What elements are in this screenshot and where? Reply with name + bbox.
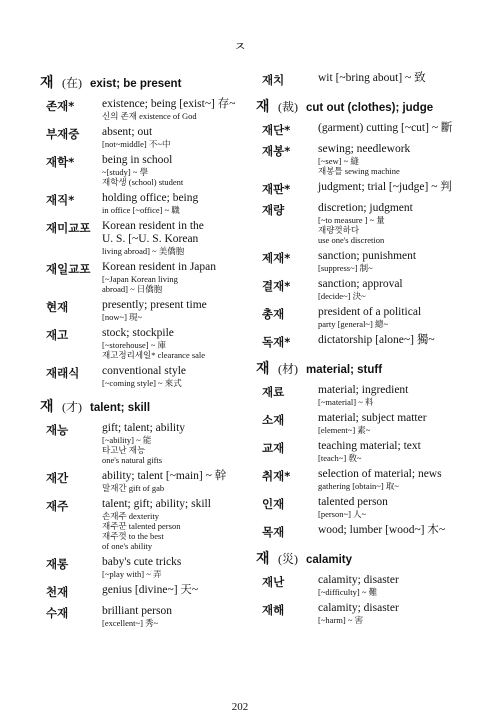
entry-annotation: ~[study] ~ 學 <box>102 167 149 177</box>
entry-annotation: abroad] ~ 日僑胞 <box>102 284 163 294</box>
entry-definition: material; subject matter <box>318 412 427 424</box>
entry-body <box>102 299 245 322</box>
dictionary-entry <box>256 278 456 301</box>
headword-syllable: 재 <box>256 551 270 567</box>
dictionary-entry <box>256 250 456 273</box>
entry-annotation: use one's discretion <box>318 235 385 245</box>
dictionary-entry <box>40 470 245 493</box>
headword-syllable: 재 <box>256 361 270 377</box>
entry-definition: calamity; disaster <box>318 574 399 586</box>
entry-term: 재롱 <box>46 557 69 571</box>
entry-body <box>318 602 456 625</box>
entry-body <box>318 250 456 273</box>
entry-body <box>102 605 245 628</box>
entry-term: 목재 <box>262 525 285 539</box>
entry-section <box>256 358 456 540</box>
entry-definition: Korean resident in the <box>102 220 204 232</box>
entry-term: 재간 <box>46 471 69 485</box>
hanja-character: (在) <box>62 76 82 90</box>
section-gloss: calamity <box>306 554 353 566</box>
hanja-character: (災) <box>278 552 298 566</box>
dictionary-entry <box>40 498 245 551</box>
dictionary-entry <box>40 299 245 322</box>
entry-term: 교재 <box>262 441 285 455</box>
entry-annotation: 말재간 gift of gab <box>102 483 165 493</box>
entry-definition: conventional style <box>102 365 186 377</box>
dictionary-entry <box>40 365 245 388</box>
entry-body <box>102 220 245 256</box>
entry-annotation: 타고난 재능 <box>102 445 146 455</box>
entry-definition: existence; being [exist~] 存~ <box>102 98 236 110</box>
entry-definition: discretion; judgment <box>318 202 413 214</box>
entry-definition: holding office; being <box>102 192 199 204</box>
entry-body <box>318 143 456 176</box>
entry-definition: genius [divine~] 天~ <box>102 584 199 596</box>
entry-definition: absent; out <box>102 126 153 138</box>
section-heading <box>256 358 456 378</box>
entry-body <box>318 384 456 407</box>
dictionary-entry <box>256 384 456 407</box>
entry-body <box>102 584 245 600</box>
dictionary-entry <box>256 334 456 350</box>
entry-term: 재해 <box>262 603 285 617</box>
entry-definition: talent; gift; ability; skill <box>102 498 211 510</box>
dictionary-entry <box>40 327 245 360</box>
section-gloss: exist; be present <box>90 78 182 90</box>
entry-body <box>102 98 245 121</box>
entry-term: 재주 <box>46 499 69 513</box>
entry-definition: material; ingredient <box>318 384 409 396</box>
entry-definition: sanction; punishment <box>318 250 417 262</box>
section-heading <box>256 548 456 568</box>
headword-syllable: 재 <box>256 99 270 115</box>
section-heading <box>256 96 456 116</box>
entry-body <box>102 261 245 294</box>
entry-section <box>256 96 456 350</box>
entry-term: 재일교포 <box>46 262 91 276</box>
entry-annotation: in office [~office] ~ 職 <box>102 205 180 215</box>
entry-annotation: 재봉틀 sewing machine <box>318 166 400 176</box>
right-column <box>256 72 456 633</box>
entry-annotation: 재량껏하다 <box>318 225 360 235</box>
entry-definition: teaching material; text <box>318 440 421 452</box>
dictionary-entry <box>256 143 456 176</box>
entry-term: 부재중 <box>46 127 80 141</box>
entry-annotation: [~coming style] ~ 來式 <box>102 378 182 388</box>
entry-definition: being in school <box>102 154 173 166</box>
entry-term: 재단* <box>262 123 291 137</box>
dictionary-entry <box>40 556 245 579</box>
left-column <box>40 72 245 636</box>
dictionary-entry <box>40 261 245 294</box>
entry-term: 재능 <box>46 423 69 437</box>
entry-term: 재봉* <box>262 144 291 158</box>
entry-term: 재치 <box>262 73 285 87</box>
entry-definition: wit [~bring about] ~ 致 <box>318 72 426 84</box>
entry-annotation: [~harm] ~ 害 <box>318 615 364 625</box>
hanja-character: (材) <box>278 362 298 376</box>
dictionary-entry <box>256 496 456 519</box>
entry-term: 재난 <box>262 575 285 589</box>
dictionary-entry <box>40 154 245 187</box>
dictionary-entry <box>256 306 456 329</box>
dictionary-entry <box>40 192 245 215</box>
entry-definition: calamity; disaster <box>318 602 399 614</box>
entry-definition: president of a political <box>318 306 422 318</box>
entry-annotation: [~to measure ] ~ 量 <box>318 215 385 225</box>
section-heading <box>40 72 245 92</box>
entry-annotation: 재고정리세일* clearance sale <box>102 350 206 360</box>
dictionary-entry <box>256 524 456 540</box>
entry-body <box>102 154 245 187</box>
entry-annotation: [excellent~] 秀~ <box>102 618 159 628</box>
section-gloss: material; stuff <box>306 364 383 376</box>
dictionary-entry <box>40 220 245 256</box>
dictionary-entry <box>40 584 245 600</box>
entry-annotation: [~ability] ~ 能 <box>102 435 152 445</box>
entry-term: 재직* <box>46 193 75 207</box>
entry-annotation: [~sew] ~ 縫 <box>318 156 359 166</box>
entry-annotation: [~Japan Korean living <box>102 274 178 284</box>
entry-annotation: of one's ability <box>102 541 153 551</box>
entry-annotation: [suppress~] 制~ <box>318 263 373 273</box>
entry-annotation: [element~] 素~ <box>318 425 371 435</box>
dictionary-entry <box>256 202 456 245</box>
entry-term: 재량 <box>262 203 285 217</box>
dictionary-entry <box>256 602 456 625</box>
entry-definition: baby's cute tricks <box>102 556 182 568</box>
entry-term: 천재 <box>46 585 69 599</box>
entry-term: 제재* <box>262 251 291 265</box>
hanja-character: (裁) <box>278 100 298 114</box>
dictionary-entry <box>256 468 456 491</box>
hanja-character: (才) <box>62 400 82 414</box>
entry-body <box>318 278 456 301</box>
entry-term: 재고 <box>46 328 69 342</box>
entry-body <box>318 412 456 435</box>
entry-body <box>318 574 456 597</box>
entry-annotation: 재학생 (school) student <box>102 177 184 187</box>
headword-syllable: 재 <box>40 399 54 415</box>
entry-section <box>256 72 456 88</box>
entry-annotation: [~storehouse] ~ 庫 <box>102 340 166 350</box>
entry-body <box>318 524 456 540</box>
entry-annotation: [decide~] 決~ <box>318 291 366 301</box>
entry-body <box>318 181 456 197</box>
entry-body <box>102 327 245 360</box>
entry-definition: talented person <box>318 496 388 508</box>
dictionary-entry <box>256 440 456 463</box>
dictionary-entry <box>256 412 456 435</box>
entry-annotation: [teach~] 敎~ <box>318 453 362 463</box>
entry-definition: brilliant person <box>102 605 172 617</box>
entry-body <box>102 126 245 149</box>
page-number: 202 <box>231 701 249 713</box>
entry-term: 재미교포 <box>46 221 91 235</box>
entry-body <box>318 468 456 491</box>
entry-annotation: [person~] 人~ <box>318 509 367 519</box>
entry-term: 소재 <box>262 413 285 427</box>
section-gloss: talent; skill <box>90 402 151 414</box>
dictionary-entry <box>256 181 456 197</box>
entry-term: 재학* <box>46 155 75 169</box>
entry-annotation: [~play with] ~ 弄 <box>102 569 162 579</box>
dictionary-entry <box>256 122 456 138</box>
entry-section <box>40 72 245 388</box>
entry-body <box>102 365 245 388</box>
entry-annotation: [~difficulty] ~ 難 <box>318 587 378 597</box>
entry-annotation: 손재주 dexterity <box>102 511 159 521</box>
entry-definition: ability; talent [~main] ~ 幹 <box>102 470 227 482</box>
entry-term: 재판* <box>262 182 291 196</box>
entry-term: 총재 <box>262 307 285 321</box>
entry-annotation: 재주꾼 talented person <box>102 521 181 531</box>
entry-annotation: 재주껏 to the best <box>102 531 164 541</box>
entry-body <box>318 72 456 88</box>
dictionary-entry <box>40 605 245 628</box>
entry-term: 취재* <box>262 469 291 483</box>
entry-annotation: 신의 존재 existence of God <box>102 111 197 121</box>
entry-term: 인재 <box>262 497 285 511</box>
dictionary-entry <box>40 126 245 149</box>
entry-definition: stock; stockpile <box>102 327 174 339</box>
entry-annotation: one's natural gifts <box>102 455 163 465</box>
entry-definition: gift; talent; ability <box>102 422 186 434</box>
entry-body <box>102 422 245 465</box>
entry-body <box>318 122 456 138</box>
section-heading <box>40 396 245 416</box>
section-gloss: cut out (clothes); judge <box>306 102 434 114</box>
entry-annotation: living abroad] ~ 美僑胞 <box>102 246 185 256</box>
entry-definition: sewing; needlework <box>318 143 411 155</box>
entry-body <box>318 496 456 519</box>
headword-syllable: 재 <box>40 75 54 91</box>
entry-section <box>40 396 245 628</box>
entry-definition: presently; present time <box>102 299 207 311</box>
entry-annotation: party [general~] 總~ <box>318 319 389 329</box>
page-header-letter: ㅈ <box>233 39 247 54</box>
entry-definition: dictatorship [alone~] 獨~ <box>318 334 435 346</box>
dictionary-entry <box>40 422 245 465</box>
entry-annotation: [~material] ~ 料 <box>318 397 374 407</box>
entry-definition: selection of material; news <box>318 468 442 480</box>
entry-body <box>318 440 456 463</box>
entry-term: 존재* <box>46 99 75 113</box>
entry-body <box>102 556 245 579</box>
entry-definition: wood; lumber [wood~] 木~ <box>318 524 446 536</box>
entry-body <box>318 334 456 350</box>
entry-annotation: [not~middle] 不~中 <box>102 139 171 149</box>
dictionary-entry <box>256 72 456 88</box>
entry-body <box>102 498 245 551</box>
entry-term: 재료 <box>262 385 285 399</box>
entry-annotation: [now~] 現~ <box>102 312 143 322</box>
entry-body <box>102 470 245 493</box>
entry-definition: (garment) cutting [~cut] ~ 斷 <box>318 122 453 134</box>
entry-section <box>256 548 456 625</box>
entry-definition: U. S. [~U. S. Korean <box>102 233 199 245</box>
entry-body <box>318 306 456 329</box>
entry-term: 수재 <box>46 606 69 620</box>
entry-definition: sanction; approval <box>318 278 403 290</box>
entry-definition: judgment; trial [~judge] ~ 判 <box>318 181 452 193</box>
entry-term: 현재 <box>46 300 69 314</box>
entry-term: 재래식 <box>46 366 80 380</box>
dictionary-entry <box>40 98 245 121</box>
entry-body <box>102 192 245 215</box>
entry-term: 결재* <box>262 279 291 293</box>
dictionary-entry <box>256 574 456 597</box>
entry-definition: Korean resident in Japan <box>102 261 217 273</box>
entry-annotation: gathering [obtain~] 取~ <box>318 481 399 491</box>
entry-body <box>318 202 456 245</box>
entry-term: 독재* <box>262 335 291 349</box>
